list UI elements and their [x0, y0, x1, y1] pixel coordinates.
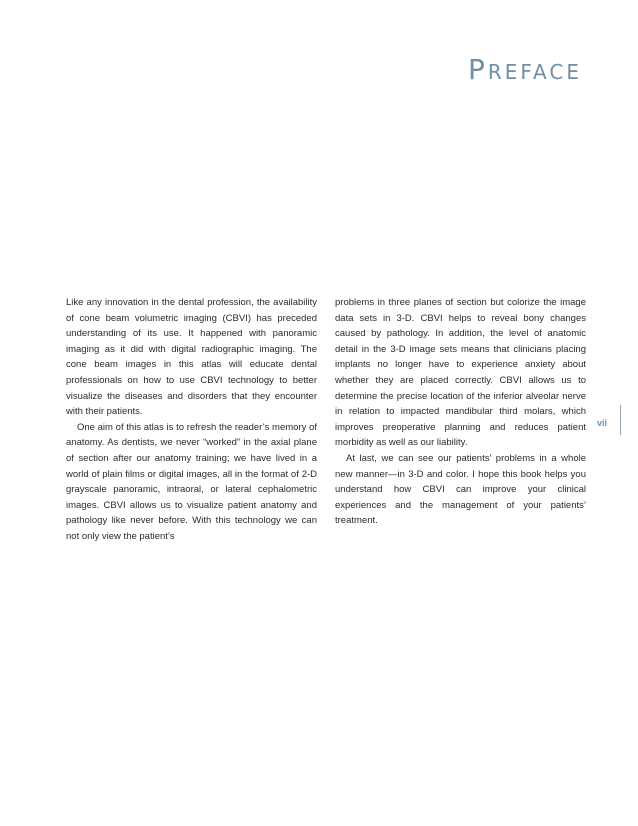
body-columns — [66, 295, 586, 545]
paragraph: Like any innovation in the dental profession, the availability of cone beam volumetric imaging (CBVI) has preceded understanding of its use. It happened with panoramic imaging as it did with digital radiographic imaging. The cone beam images in this atlas will educate dental professionals on how to use CBVI technology to better visualize the diseases and disorders that they encounter with their patients. — [66, 297, 317, 418]
page-title: Preface — [467, 53, 582, 86]
page-number: vii — [597, 418, 608, 428]
folio-divider — [620, 405, 621, 435]
paragraph: At last, we can see our patients’ problems in a whole new manner—in 3-D and color. I hope this book helps you understand how CBVI can improve your clinical experiences and the management of your patients’ treatment. — [335, 452, 586, 527]
paragraph: One aim of this atlas is to refresh the reader’s memory of anatomy. As dentists, we never “worked” in the axial plane of section after our anatomy training; we have lived in a world of plain films or digital images, all in the format of 2-D grayscale panoramic, intraoral, or lateral cephalometric images. CBVI allows us to visualize patient anatomy and pathology like never before. With this technology we can not only view the patient’s — [66, 421, 317, 542]
left-column — [66, 295, 317, 545]
right-column — [335, 295, 586, 545]
paragraph: problems in three planes of section but colorize the image data sets in 3-D. CBVI helps to reveal bony changes caused by pathology. In addition, the level of anatomic detail in the 3-D image sets means that clinicians placing implants no longer have to experience anxiety about whether they are placed correctly. CBVI allows us to determine the precise location of the inferior alveolar nerve in relation to impacted mandibular third molars, which improves preoperative planning and reduces patient morbidity as well as our liability. — [335, 297, 586, 449]
